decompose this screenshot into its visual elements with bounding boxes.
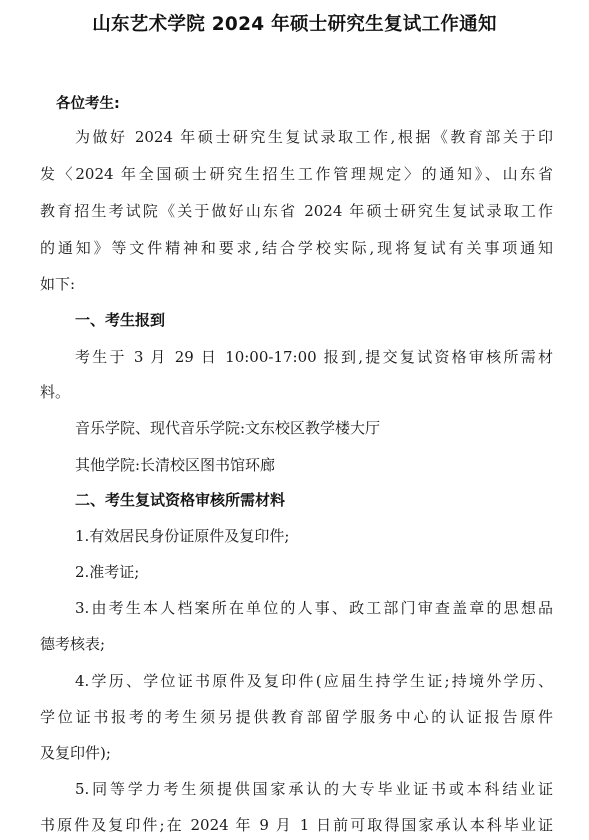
section2-line-1: 1.有效居民身份证原件及复印件;	[75, 527, 290, 545]
section2-line-4: 德考核表;	[40, 635, 106, 653]
section2-line-8: 5.同等学力考生须提供国家承认的大专毕业证书或本科结业证	[75, 780, 553, 798]
section2-line-6: 学位证书报考的考生须另提供教育部留学服务中心的认证报告原件	[40, 708, 553, 726]
intro-line-4: 的通知》等文件精神和要求,结合学校实际,现将复试有关事项通知	[40, 239, 553, 257]
section2-line-3: 3.由考生本人档案所在单位的人事、政工部门审查盖章的思想品	[75, 599, 553, 617]
intro-line-2: 发〈2024 年全国硕士研究生招生工作管理规定〉的通知》、山东省	[40, 165, 553, 183]
section1-line-1: 考生于 3 月 29 日 10:00-17:00 报到,提交复试资格审核所需材	[75, 348, 553, 366]
section-heading-report: 一、考生报到	[75, 311, 166, 329]
section2-line-9: 书原件及复印件;在 2024 年 9 月 1 日前可取得国家承认本科毕业证	[40, 816, 553, 834]
section2-line-7: 及复印件);	[40, 744, 111, 762]
section-heading-materials: 二、考生复试资格审核所需材料	[75, 491, 286, 509]
intro-line-3: 教育招生考试院《关于做好山东省 2024 年硕士研究生复试录取工作	[40, 202, 553, 220]
section2-line-2: 2.准考证;	[75, 563, 140, 581]
document-title: 山东艺术学院 2024 年硕士研究生复试工作通知	[92, 14, 497, 35]
section1-line-4: 其他学院:长清校区图书馆环廊	[75, 456, 276, 474]
section2-line-5: 4.学历、学位证书原件及复印件(应届生持学生证;持境外学历、	[75, 672, 553, 690]
intro-line-1: 为做好 2024 年硕士研究生复试录取工作,根据《教育部关于印	[75, 128, 553, 146]
salutation: 各位考生:	[56, 96, 120, 112]
section1-line-2: 料。	[40, 383, 71, 401]
section1-line-3: 音乐学院、现代音乐学院:文东校区教学楼大厅	[75, 419, 381, 437]
intro-line-5: 如下:	[40, 275, 76, 293]
